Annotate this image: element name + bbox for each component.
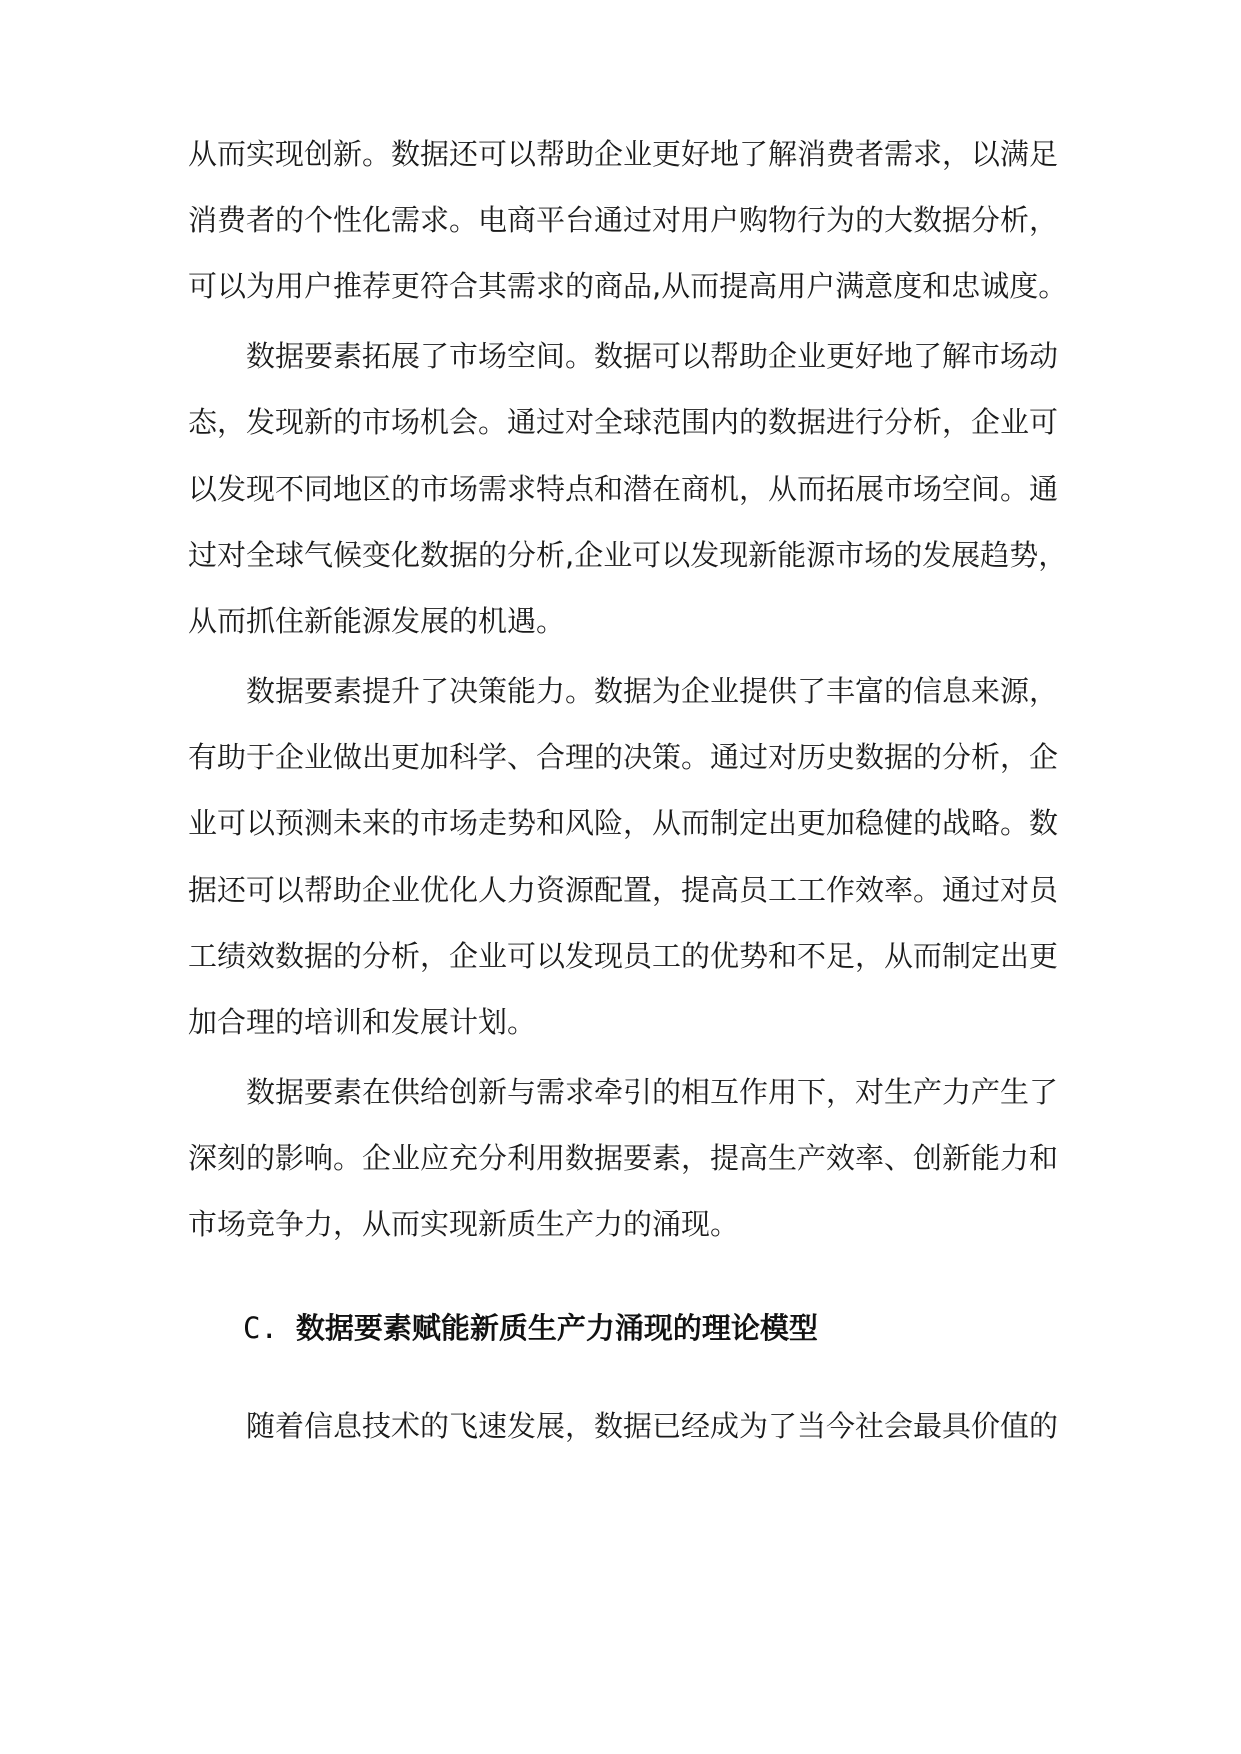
paragraph-line: 数据要素在供给创新与需求牵引的相互作用下，对生产力产生了: [246, 1075, 1059, 1109]
paragraph-line: 数据要素拓展了市场空间。数据可以帮助企业更好地了解市场动: [246, 339, 1059, 373]
paragraph-line: 可以为用户推荐更符合其需求的商品,从而提高用户满意度和忠诚度。: [188, 269, 1068, 303]
paragraph-line: 据还可以帮助企业优化人力资源配置，提高员工工作效率。通过对员: [188, 873, 1059, 907]
paragraph-line: 过对全球气候变化数据的分析,企业可以发现新能源市场的发展趋势，: [188, 538, 1068, 572]
paragraph-line: 市场竞争力，从而实现新质生产力的涌现。: [188, 1207, 740, 1241]
section-heading-label: C.: [243, 1311, 278, 1345]
paragraph-line: 深刻的影响。企业应充分利用数据要素，提高生产效率、创新能力和: [188, 1141, 1059, 1175]
paragraph-line: 消费者的个性化需求。电商平台通过对用户购物行为的大数据分析，: [188, 203, 1059, 237]
paragraph-line: 业可以预测未来的市场走势和风险，从而制定出更加稳健的战略。数: [188, 806, 1059, 840]
paragraph-line: 以发现不同地区的市场需求特点和潜在商机，从而拓展市场空间。通: [188, 472, 1059, 506]
paragraph-line: 加合理的培训和发展计划。: [188, 1005, 537, 1039]
paragraph-line: 工绩效数据的分析，企业可以发现员工的优势和不足，从而制定出更: [188, 939, 1059, 973]
paragraph-line: 态，发现新的市场机会。通过对全球范围内的数据进行分析，企业可: [188, 405, 1059, 439]
paragraph-line: 从而实现创新。数据还可以帮助企业更好地了解消费者需求，以满足: [188, 137, 1059, 171]
paragraph-line: 数据要素提升了决策能力。数据为企业提供了丰富的信息来源，: [246, 674, 1059, 708]
paragraph-line: 有助于企业做出更加科学、合理的决策。通过对历史数据的分析，企: [188, 740, 1059, 774]
paragraph-line: 从而抓住新能源发展的机遇。: [188, 604, 566, 638]
section-heading: [243, 1308, 818, 1348]
section-heading-title: 数据要素赋能新质生产力涌现的理论模型: [295, 1311, 818, 1345]
paragraph-line: 随着信息技术的飞速发展，数据已经成为了当今社会最具价值的: [246, 1409, 1059, 1443]
